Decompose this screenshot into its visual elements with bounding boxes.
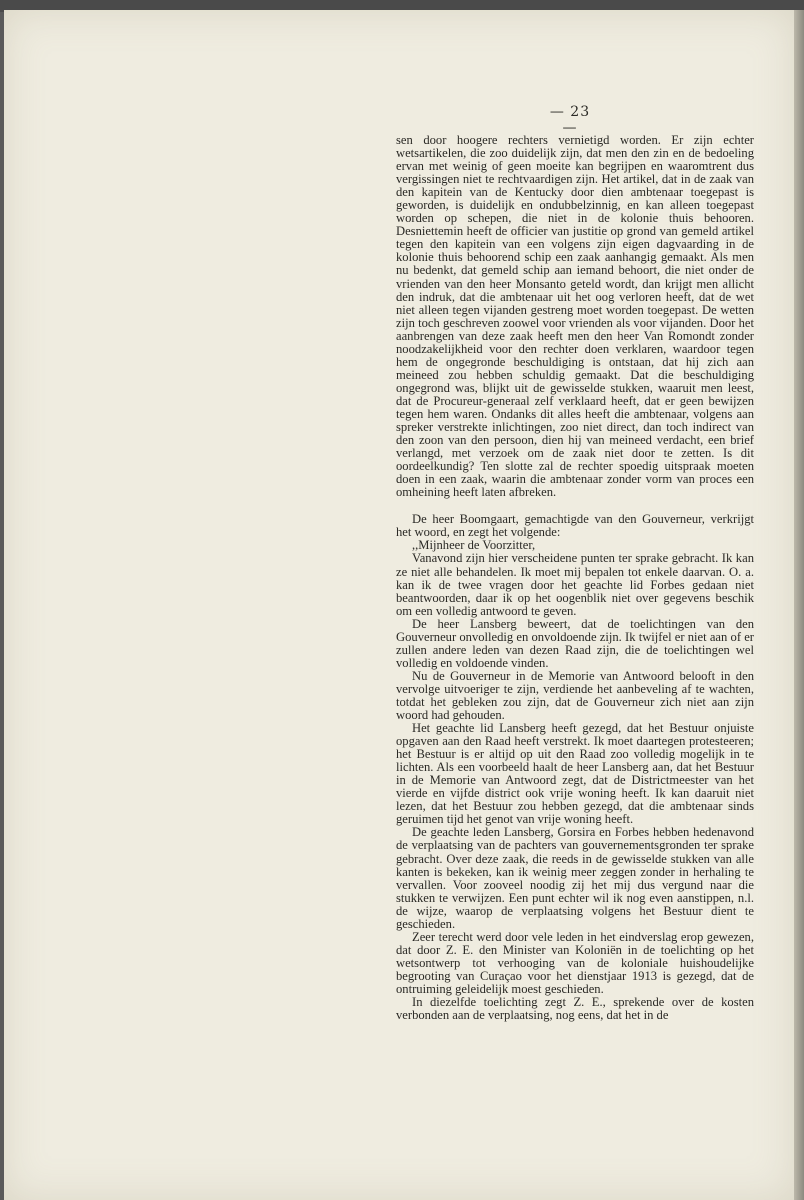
text-column [396, 134, 754, 1022]
paragraph: De geachte leden Lansberg, Gorsira en Forbes hebben hedenavond de verplaatsing van de pachters van gouvernementsgronden ter sprake gebracht. Over deze zaak, die reeds in de gewisselde stukken van alle kanten is bekeken, kan ik weinig meer zeggen zonder in herhaling te vervallen. Voor zooveel noodig zij het mij dus vergund naar die stukken te verwijzen. Een punt echter wil ik nog even aanstippen, n.l. de wijze, waarop de verplaatsing volgens het Bestuur dient te geschieden. [396, 825, 754, 931]
paragraph-continuation: sen door hoogere rechters vernietigd worden. Er zijn echter wetsartikelen, die zoo duidelijk zijn, dat men den zin en de bedoeling ervan met weinig of geen moeite kan begrijpen en waaromtrent dus vergissingen niet te rechtvaardigen zijn. Het artikel, dat in de zaak van den kapitein van de Kentucky door dien ambtenaar toegepast is geworden, is duidelijk en ondubbelzinnig, en kan alleen toegepast worden op schepen, die niet in de kolonie thuis behooren. Desniettemin heeft de officier van justitie op grond van gemeld artikel tegen den kapitein van een volgens zijn eigen dagvaarding in de kolonie thuis behoorend schip een zaak aanhangig gemaakt. Als men nu bedenkt, dat gemeld schip aan iemand behoort, die niet onder de vrienden van den heer Monsanto geteld wordt, dan krijgt men allicht den indruk, dat die ambtenaar uit het oog verloren heeft, dat de wet niet alleen tegen vijanden gestreng moet worden toegepast. De wetten zijn toch geschreven zoowel voor vrienden als voor vijanden. Door het aanbrengen van deze zaak heeft men den heer Van Romondt zonder noodzakelijkheid voor den rechter doen verklaren, waardoor tegen hem de ongegronde beschuldiging is ontstaan, dat hij zich aan meineed zou hebben schuldig gemaakt. Dat die beschuldiging ongegrond was, blijkt uit de gewisselde stukken, waaruit men leest, dat de Procureur-generaal zelf verklaard heeft, dat er geen bewijzen tegen hem waren. Ondanks dit alles heeft die ambtenaar, volgens aan spreker verstrekte inlichtingen, zoo niet direct, dan toch indirect van den zoon van den persoon, dien hij van meineed verdacht, een brief verlangd, met verzoek om de zaak niet door te zetten. Is dit oordeelkundig? Ten slotte zal de rechter spoedig uitspraak moeten doen in een zaak, waarin die ambtenaar zonder vorm van proces een omheining heeft laten afbreken. [396, 133, 754, 500]
paragraph: Het geachte lid Lansberg heeft gezegd, dat het Bestuur onjuiste opgaven aan den Raad heeft verstrekt. Ik moet daartegen protesteeren; het Bestuur is er altijd op uit den Raad zoo volledig mogelijk in te lichten. Als een voorbeeld haalt de heer Lansberg aan, dat het Bestuur in de Memorie van Antwoord zegt, dat de Districtmeester van het vierde en vijfde district ook vrije woning heeft. Ik kan daaruit niet lezen, dat het Bestuur zou hebben gezegd, dat die ambtenaar sinds geruimen tijd het genot van vrije woning heeft. [396, 721, 754, 827]
paragraph: In diezelfde toelichting zegt Z. E., sprekende over de kosten verbonden aan de verplaatsing, nog eens, dat het in de [396, 995, 754, 1023]
paragraph: Zeer terecht werd door vele leden in het eindverslag erop gewezen, dat door Z. E. den Minister van Koloniën in de toelichting op het wetsontwerp tot verhooging van de koloniale huishoudelijke begrooting van Curaçao voor het dienstjaar 1913 is gezegd, dat de ontruiming geleidelijk moest geschieden. [396, 929, 754, 996]
page-number: — 23 — [549, 104, 591, 136]
paragraph: Vanavond zijn hier verscheidene punten ter sprake gebracht. Ik kan ze niet alle behandelen. Ik moet mij bepalen tot enkele daarvan. O. a. kan ik de twee vragen door het geachte lid Forbes gedaan niet beantwoorden, daar ik op het oogenblik niet over gegevens beschik om een volledig antwoord te geven. [396, 551, 754, 618]
paragraph: Nu de Gouverneur in de Memorie van Antwoord belooft in den vervolge uitvoeriger te zijn, verdiende het aanbeveling af te wachten, totdat het gebleken zou zijn, dat de Gouverneur zich niet aan zijn woord had gehouden. [396, 668, 754, 723]
paragraph-salutation: ,,Mijnheer de Voorzitter, [412, 538, 536, 553]
paragraph: De heer Lansberg beweert, dat de toelichtingen van den Gouverneur onvolledig en onvoldoende zijn. Ik twijfel er niet aan of er zullen andere leden van dezen Raad zijn, die de toelichtingen wel volledig en voldoende vinden. [396, 616, 754, 670]
paragraph-speaker-intro: De heer Boomgaart, gemachtigde van den Gouverneur, verkrijgt het woord, en zegt het volgende: [396, 512, 754, 540]
page-right-edge [794, 10, 804, 1200]
